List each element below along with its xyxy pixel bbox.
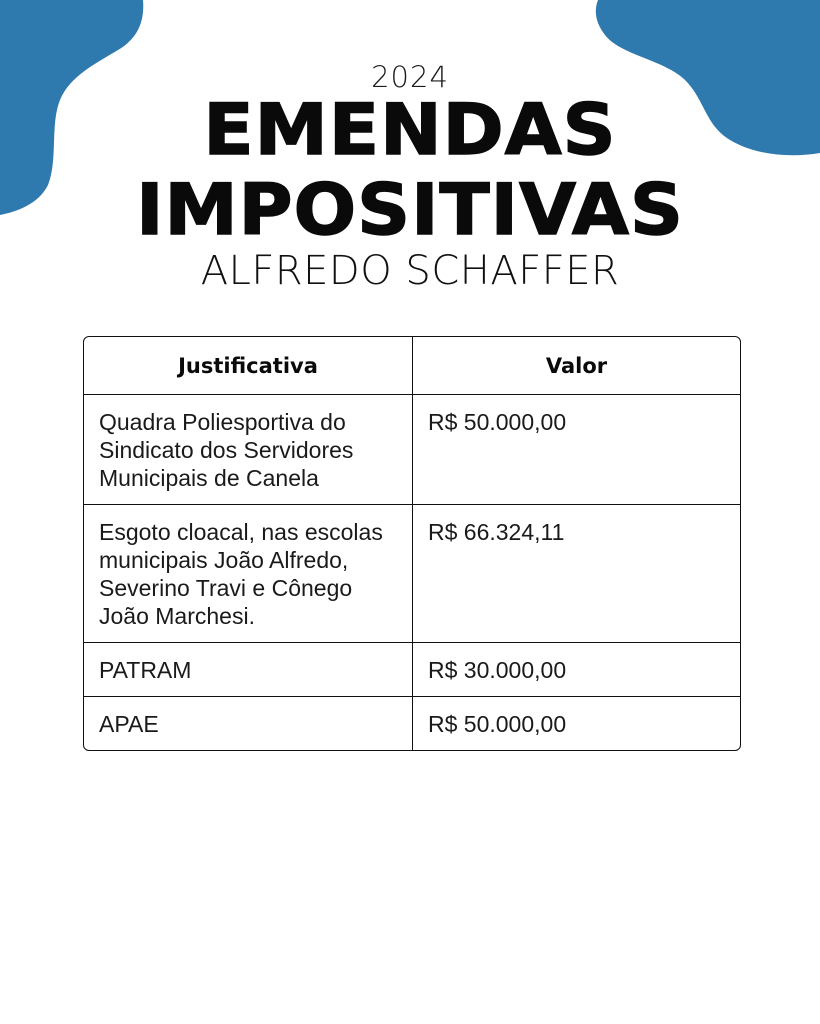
amendments-table-container [83,336,741,751]
cell-justificativa: PATRAM [84,643,413,697]
title-line-1: EMENDAS [203,89,617,171]
table-row [84,697,740,751]
title-line-2: IMPOSITIVAS [136,169,684,251]
table-row [84,395,740,505]
cell-justificativa: Quadra Poliesportiva do Sindicato dos Servidores Municipais de Canela [84,395,413,505]
table-row [84,505,740,643]
table-row [84,643,740,697]
column-header-valor: Valor [413,337,741,395]
heading-block [0,60,820,294]
column-header-justificativa: Justificativa [84,337,413,395]
cell-justificativa: Esgoto cloacal, nas escolas municipais João Alfredo, Severino Travi e Cônego João Marchesi. [84,505,413,643]
cell-valor: R$ 50.000,00 [428,711,567,737]
year-label: 2024 [371,60,449,94]
table-header-row [84,337,740,395]
subtitle-name: ALFREDO SCHAFFER [200,248,620,294]
cell-justificativa: APAE [84,697,413,751]
cell-valor: R$ 66.324,11 [413,505,741,643]
amendments-table [84,337,740,750]
cell-valor: R$ 50.000,00 [413,395,741,505]
cell-valor: R$ 30.000,00 [413,643,741,697]
